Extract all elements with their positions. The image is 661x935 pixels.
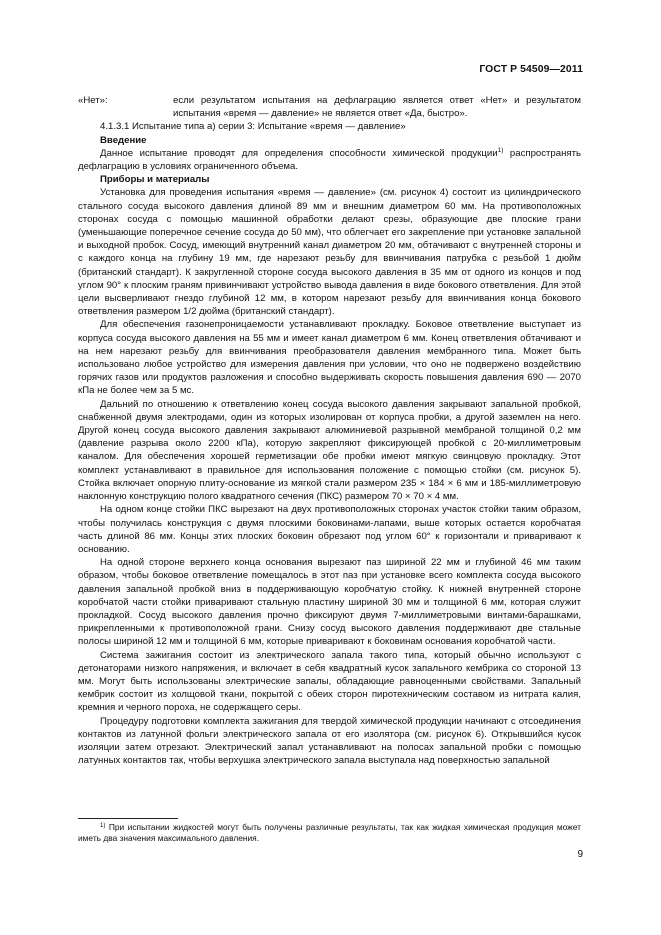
page-number: 9 [577,849,583,860]
definition-text: если результатом испытания на дефлаграцию является ответ «Нет» и результатом испытания «время — давление» не является ответ «Да, быстро». [173,95,581,120]
apparatus-paragraph-1: Установка для проведения испытания «время — давление» (см. рисунок 4) состоит из цилиндрического стального сосуда высокого давления длиной 89 мм и внешним диаметром 60 мм. На противоположных сторонах сосуда с помощью машинной обработки делают срезы, образующие две плоские грани (уменьшающие поперечное сечение сосуда до 50 мм), что облегчает его закрепление при установке запальной и выходной пробок. Сосуд, имеющий внутренний канал диаметром 20 мм, обтачивают с внутренней стороны и с каждого конца на глубину 19 мм, где нарезают резьбу для ввинчивания патрубка с резьбой 1 дюйм (британский стандарт). К закругленной стороне сосуда высокого давления в 35 мм от одного из концов и под углом 90° к плоским граням привинчивают устройство вывода давления в виде бокового ответвления. Для этой цели высверливают гнездо глубиной 12 мм, в котором нарезают резьбу для ввинчивания конца бокового ответвления размером 1/2 дюйма (британский стандарт). [78,187,581,318]
intro-paragraph [78,147,581,173]
apparatus-heading: Приборы и материалы [100,174,210,186]
section-title: 4.1.3.1 Испытание типа а) серии 3: Испытание «время — давление» [100,121,406,133]
footnote-separator [78,818,178,819]
footnote-marker: 1) [100,823,106,829]
apparatus-paragraph-2: Для обеспечения газонепроницаемости устанавливают прокладку. Боковое ответвление выступает из корпуса сосуда высокого давления на 55 мм и имеет канал диаметром 6 мм. Конец ответвления обтачивают и на нем нарезают резьбу для ввинчивания преобразователя давления мембранного типа. Может быть использовано любое устройство для измерения давления при условии, что оно не подвержено воздействию горячих газов или продуктов разложения и способно выдерживать скорость повышения давления 690 — 2070 кПа не более чем за 5 мс. [78,319,581,397]
intro-heading: Введение [100,134,147,146]
apparatus-paragraph-6: Система зажигания состоит из электрического запала такого типа, который обычно используют с детонаторами низкого напряжения, и включает в себя квадратный кусок запального кембрика со стороной 13 мм. Могут быть использованы электрические запалы, обладающие равноценными свойствами. Запальный кембрик состоит из холщовой ткани, покрытой с обеих сторон пиротехническим составом из нитрата калия, кремния и черного пороха, не содержащего серы. [78,649,581,714]
main-content [78,94,581,767]
apparatus-paragraph-7: Процедуру подготовки комплекта зажигания для твердой химической продукции начинают с отсоединения контактов из латунной фольги электрического запала от его изолятора (см. рисунок 6). Открывшийся кусок изоляции затем отрезают. Электрический запал устанавливают на полосах запальной пробки с помощью латунных контактов так, чтобы верхушка электрического запала выступала над поверхностью запальной [78,715,581,767]
intro-text-start: Данное испытание проводят для определения способности химической продукции [100,147,498,159]
apparatus-paragraph-4: На одном конце стойки ПКС вырезают на двух противоположных сторонах участок стойки таким образом, чтобы получилась конструкция с двумя плоскими боковинами-лапами, выше которых остается коробчатая часть длиной 86 мм. Концы этих плоских боковин обрезают под углом 60° к горизонтали и приваривают к основанию. [78,504,581,555]
apparatus-paragraph-3: Дальний по отношению к ответвлению конец сосуда высокого давления закрывают запальной пробкой, снабженной двумя электродами, один из которых изолирован от корпуса пробки, а другой заземлен на него. Другой конец сосуда высокого давления закрывают алюминиевой разрывной мембраной толщиной 0,2 мм (давление разрыва около 2200 кПа), которую закрепляют фиксирующей пробкой с 20-миллиметровым каналом. Для обеспечения хорошей герметизации обе пробки имеют мягкую свинцовую прокладку. Этот комплект устанавливают в правильное для использования положение с помощью стойки (см. рисунок 5). Стойка включает опорную плиту-основание из мягкой стали размером 235 × 184 × 6 мм и 185-миллиметровую наклонную конструкцию полого квадратного сечения (ПКС) размером 70 × 70 × 4 мм. [78,398,581,503]
intro-text-end: распространять дефлаграцию в условиях ограниченного объема. [78,147,581,173]
footnote-text [78,822,581,845]
footnote [78,822,581,845]
document-code: ГОСТ Р 54509—2011 [479,64,583,75]
apparatus-paragraph-5: На одной стороне верхнего конца основания вырезают паз шириной 22 мм и глубиной 46 мм таким образом, чтобы боковое ответвление помещалось в этот паз при установке всего комплекта сосуда высокого давления запальной пробкой вниз в поддерживающую коробчатую стойку. К нижней внутренней стороне коробчатой части стойки приваривают стальную пластину шириной 30 мм и толщиной 6 мм, которая служит прокладкой. Сосуд высокого давления прочно фиксируют двумя 7-миллиметровыми винтами-барашками, прикрепленными к противоположной грани. Снизу сосуд высокого давления поддерживают две стальные полосы шириной 12 мм и толщиной 6 мм, которые приваривают к боковинам основания коробчатой части. [78,557,581,648]
definition-term: «Нет»: [78,95,108,106]
footnote-body: При испытании жидкостей могут быть получены различные результаты, так как жидкая химическая продукция может иметь два значения максимального давления. [78,822,581,844]
footnote-ref: 1) [497,146,504,154]
definition-row [78,94,581,120]
